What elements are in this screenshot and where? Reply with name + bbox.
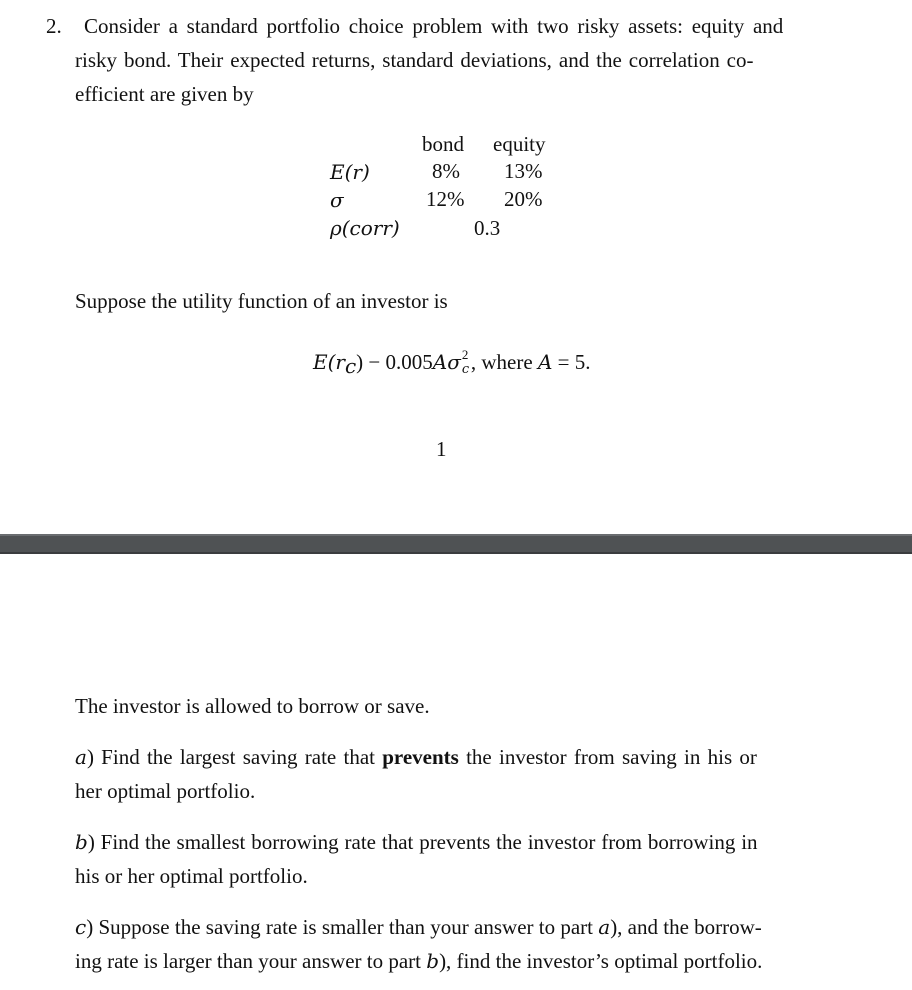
formula-sup-2: 2 [461,347,469,362]
formula-sub-c2: c [461,362,470,377]
part-a-text-post: the investor from saving in his or [458,745,757,769]
part-c-line2-pre: ing rate is larger than your answer to part [75,949,427,973]
part-b-line-2: his or her optimal portfolio. [75,864,308,888]
part-a-label: a [75,745,87,769]
part-b-text: ) Find the smallest borrowing rate that prevents the investor from borrowing in [87,830,758,854]
part-c-ref-b: b [426,949,440,973]
formula-lhs: E(r [313,350,345,374]
cell-bond-return: 8% [432,159,460,183]
part-c-label: c [75,915,87,939]
formula-sub-c: c [344,354,357,378]
formula-value: = 5. [552,350,591,374]
cell-bond-sigma: 12% [426,187,465,211]
intro-line-3: efficient are given by [75,82,254,106]
formula-tail: , where [470,350,538,374]
part-c-ref-a: a [598,915,611,939]
part-c-line2-post: ), find the investor’s optimal portfolio. [439,949,763,973]
row-label-correlation: ρ(corr) [330,216,400,240]
borrow-save-intro: The investor is allowed to borrow or save. [75,694,430,718]
formula-sigma-scripts [461,347,471,377]
part-a-line-2: her optimal portfolio. [75,779,256,803]
cell-equity-sigma: 20% [504,187,543,211]
cell-correlation: 0.3 [474,216,501,240]
cell-equity-return: 13% [504,159,543,183]
formula-mid: ) − 0.005 [356,350,433,374]
part-a-line-1 [75,745,757,770]
row-label-sigma: σ [330,188,344,212]
formula-a-eq: A [537,350,553,374]
intro-line-2: risky bond. Their expected returns, standard deviations, and the correlation co- [75,48,754,72]
part-c-text-pre: ) Suppose the saving rate is smaller than your answer to part [86,915,599,939]
part-a-bold: prevents [382,745,459,769]
page-separator [0,534,912,554]
utility-intro: Suppose the utility function of an investor is [75,289,448,313]
header-bond: bond [422,132,464,156]
part-b-label: b [75,830,88,854]
page-number: 1 [436,437,447,461]
part-b-line-1 [75,830,758,855]
formula-a-sigma: Aσ [432,350,461,374]
header-equity: equity [493,132,546,156]
document-page-2 [0,554,912,990]
utility-formula [313,347,591,378]
part-c-text-post: ), and the borrow- [610,915,762,939]
part-c-line-1 [75,915,762,940]
problem-number: 2. [46,14,62,38]
row-label-expected-return: E(r) [330,160,370,184]
part-a-text-pre: ) Find the largest saving rate that [86,745,383,769]
part-c-line-2 [75,949,762,974]
intro-line-1: Consider a standard portfolio choice problem with two risky assets: equity and [84,14,784,38]
